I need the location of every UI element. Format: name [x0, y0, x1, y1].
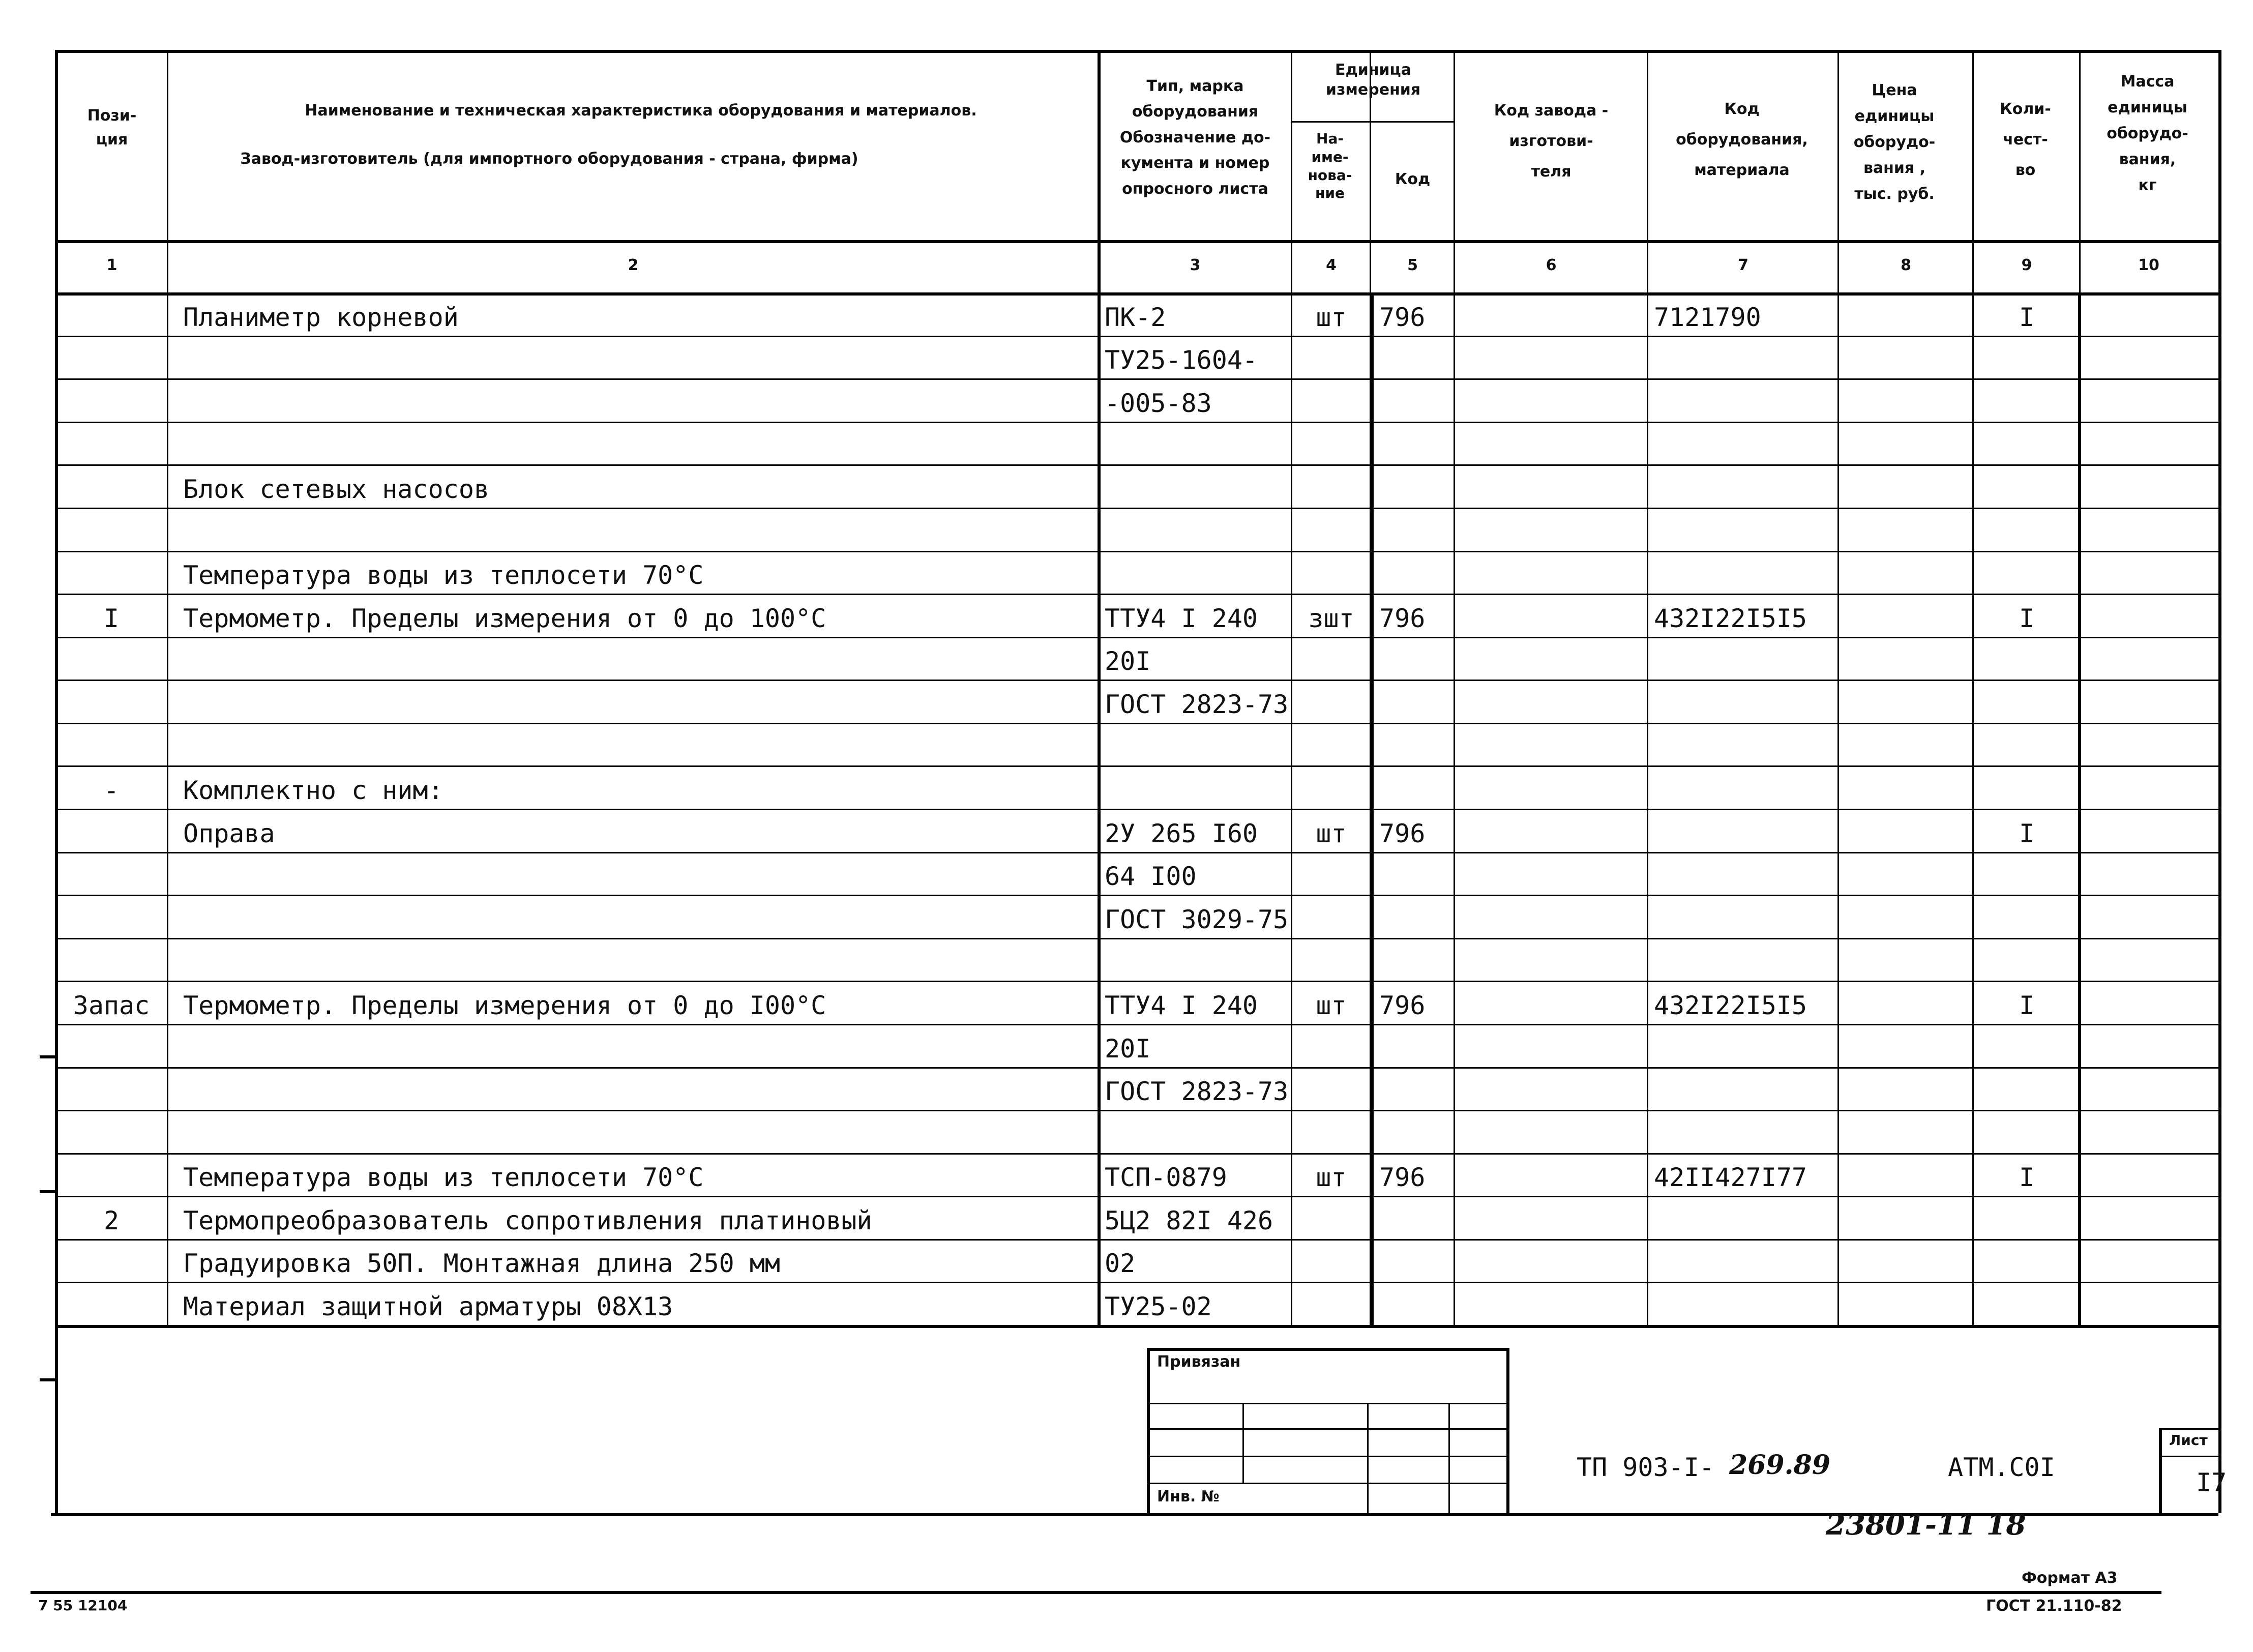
cell-type: ТУ25-02: [1105, 1292, 1212, 1321]
gost-label: ГОСТ 21.110-82: [1986, 1597, 2122, 1615]
cell-quantity: I: [2019, 819, 2035, 848]
cell-type: ГОСТ 2823-73: [1105, 690, 1289, 719]
cell-unit-code: 796: [1379, 1163, 1426, 1192]
grid-line: [1147, 1483, 1508, 1484]
doc-code: ТП 903-I-: [1577, 1453, 1714, 1482]
grid-line: [1837, 50, 1839, 1325]
cell-unit: зшт: [1308, 604, 1354, 633]
cell-unit-code: 796: [1379, 991, 1426, 1020]
grid-line: [55, 1282, 2218, 1283]
grid-line: [40, 1190, 55, 1193]
grid-line: [40, 1378, 55, 1381]
handwritten-number: 23801-11 18: [1826, 1508, 2026, 1542]
cell-name: Оправа: [183, 819, 275, 848]
grid-line: [55, 895, 2218, 896]
cell-unit-code: 796: [1379, 604, 1426, 633]
column-number: 7: [1738, 256, 1748, 274]
header-equipment-code: Код оборудования, материала: [1676, 100, 1808, 179]
cell-equipment-code: 432I22I5I5: [1654, 991, 1807, 1020]
header-position: Пози- ция: [87, 107, 137, 149]
grid-line: [55, 637, 2218, 638]
column-number: 10: [2138, 256, 2159, 274]
cell-name: Градуировка 50П. Монтажная длина 250 мм: [183, 1249, 780, 1278]
cell-quantity: I: [2019, 303, 2035, 332]
column-number: 4: [1326, 256, 1337, 274]
cell-unit-code: 796: [1379, 819, 1426, 848]
cell-name: Термометр. Пределы измерения от 0 до 100°С: [183, 604, 826, 633]
grid-line: [1506, 1348, 1509, 1513]
sheet-number: I7: [2196, 1468, 2227, 1497]
header-quantity: Коли- чест- во: [2000, 100, 2051, 179]
stamp-inv-no: Инв. №: [1157, 1488, 1220, 1506]
cell-type: 64 I00: [1105, 862, 1197, 891]
cell-type: ТСП-0879: [1105, 1163, 1227, 1192]
grid-line: [1972, 50, 1974, 1325]
doc-mark: АТМ.С0I: [1948, 1453, 2055, 1482]
column-number: 9: [2021, 256, 2032, 274]
grid-line: [40, 1055, 55, 1058]
grid-line: [55, 551, 2218, 552]
column-number: 3: [1190, 256, 1201, 274]
cell-equipment-code: 432I22I5I5: [1654, 604, 1807, 633]
header-unit-name: На- име- нова- ние: [1308, 130, 1352, 202]
cell-type: ТТУ4 I 240: [1105, 991, 1258, 1020]
cell-position: 2: [103, 1206, 120, 1235]
stamp-privyazan: Привязан: [1157, 1353, 1241, 1371]
cell-unit: шт: [1316, 1163, 1347, 1192]
cell-type: ТУ25-1604-: [1105, 345, 1258, 375]
grid-line: [55, 1196, 2218, 1197]
grid-line: [1147, 1348, 1508, 1351]
grid-line: [1367, 1403, 1369, 1513]
cell-name: Температура воды из теплосети 70°С: [183, 1163, 704, 1192]
grid-line: [55, 723, 2218, 724]
grid-line: [31, 1591, 2161, 1594]
grid-line: [1147, 1348, 1150, 1513]
grid-line: [55, 336, 2218, 337]
cell-type: ТТУ4 I 240: [1105, 604, 1258, 633]
cell-quantity: I: [2019, 604, 2035, 633]
grid-line: [1242, 1403, 1244, 1483]
sheet-label: Лист: [2169, 1432, 2208, 1449]
grid-line: [55, 1325, 2218, 1328]
grid-line: [2159, 1428, 2162, 1513]
cell-name: Комплектно с ним:: [183, 776, 443, 805]
cell-quantity: I: [2019, 991, 2035, 1020]
cell-type: ПК-2: [1105, 303, 1166, 332]
column-number: 1: [106, 256, 117, 274]
grid-line: [55, 240, 2218, 243]
cell-name: Блок сетевых насосов: [183, 475, 490, 504]
cell-name: Термопреобразователь сопротивления платиновый: [183, 1206, 872, 1235]
cell-position: -: [103, 776, 120, 805]
grid-line: [55, 1239, 2218, 1241]
grid-line: [1147, 1456, 1508, 1457]
grid-line: [1291, 50, 1292, 1325]
grid-line: [1147, 1428, 1508, 1430]
header-unit-code: Код: [1395, 170, 1431, 188]
cell-name: Термометр. Пределы измерения от 0 до I00°С: [183, 991, 826, 1020]
header-name-line2: Завод-изготовитель (для импортного оборудования - страна, фирма): [240, 150, 858, 168]
grid-line: [55, 680, 2218, 681]
column-number: 5: [1407, 256, 1418, 274]
grid-line: [2159, 1428, 2218, 1430]
cell-quantity: I: [2019, 1163, 2035, 1192]
grid-line: [55, 292, 2218, 296]
grid-line: [1647, 50, 1648, 1325]
grid-line: [167, 50, 168, 1325]
cell-type: 02: [1105, 1249, 1136, 1278]
cell-unit: шт: [1316, 819, 1347, 848]
column-number: 2: [628, 256, 639, 274]
grid-line: [55, 765, 2218, 767]
grid-line: [1448, 1403, 1450, 1513]
header-price: Цена единицы оборудо- вания , тыс. руб.: [1853, 81, 1936, 203]
grid-line: [2159, 1456, 2218, 1457]
grid-line: [55, 809, 2218, 810]
cell-type: ГОСТ 2823-73: [1105, 1077, 1289, 1106]
cell-type: 2У 265 I60: [1105, 819, 1258, 848]
grid-line: [55, 1067, 2218, 1069]
column-number: 8: [1901, 256, 1911, 274]
cell-position: I: [103, 604, 120, 633]
cell-unit-code: 796: [1379, 303, 1426, 332]
header-factory-code: Код завода - изготови- теля: [1494, 102, 1609, 181]
cell-position: Запас: [73, 991, 150, 1020]
grid-line: [55, 422, 2218, 423]
grid-line: [1454, 50, 1455, 1325]
header-name-line1: Наименование и техническая характеристика оборудования и материалов.: [305, 102, 977, 120]
grid-line: [55, 1110, 2218, 1111]
grid-line: [1291, 121, 1454, 123]
cell-equipment-code: 42II427I77: [1654, 1163, 1807, 1192]
grid-line: [55, 508, 2218, 509]
header-type: Тип, марка оборудования Обозначение до- кумента и номер опросного листа: [1119, 77, 1271, 198]
grid-line: [55, 1153, 2218, 1155]
cell-type: 20I: [1105, 1034, 1151, 1064]
column-number: 6: [1546, 256, 1557, 274]
grid-line: [55, 1024, 2218, 1025]
cell-type: ГОСТ 3029-75: [1105, 905, 1289, 934]
grid-line: [1098, 50, 1101, 1325]
grid-line: [55, 378, 2218, 380]
grid-line: [55, 981, 2218, 982]
cell-name: Материал защитной арматуры 08Х13: [183, 1292, 673, 1321]
cell-name: Планиметр корневой: [183, 303, 459, 332]
grid-line: [55, 50, 2218, 53]
cell-unit: шт: [1316, 991, 1347, 1020]
cell-name: Температура воды из теплосети 70°С: [183, 560, 704, 590]
doc-code-handwritten: 269.89: [1729, 1450, 1831, 1481]
cell-type: 20I: [1105, 646, 1151, 676]
grid-line: [1147, 1403, 1508, 1404]
cell-equipment-code: 7121790: [1654, 303, 1761, 332]
grid-line: [55, 594, 2218, 595]
format-label: Формат А3: [2022, 1569, 2118, 1587]
header-unit-group: Единица измерения: [1325, 61, 1421, 99]
grid-line: [2218, 50, 2221, 1513]
header-mass: Масса единицы оборудо- вания, кг: [2107, 73, 2188, 194]
grid-line: [1371, 292, 1374, 1325]
cell-type: -005-83: [1105, 389, 1212, 418]
left-code: 7 55 12104: [38, 1597, 128, 1614]
grid-line: [55, 938, 2218, 939]
grid-line: [55, 464, 2218, 466]
cell-unit: шт: [1316, 303, 1347, 332]
cell-type: 5Ц2 82I 426: [1105, 1206, 1273, 1235]
grid-line: [55, 852, 2218, 853]
